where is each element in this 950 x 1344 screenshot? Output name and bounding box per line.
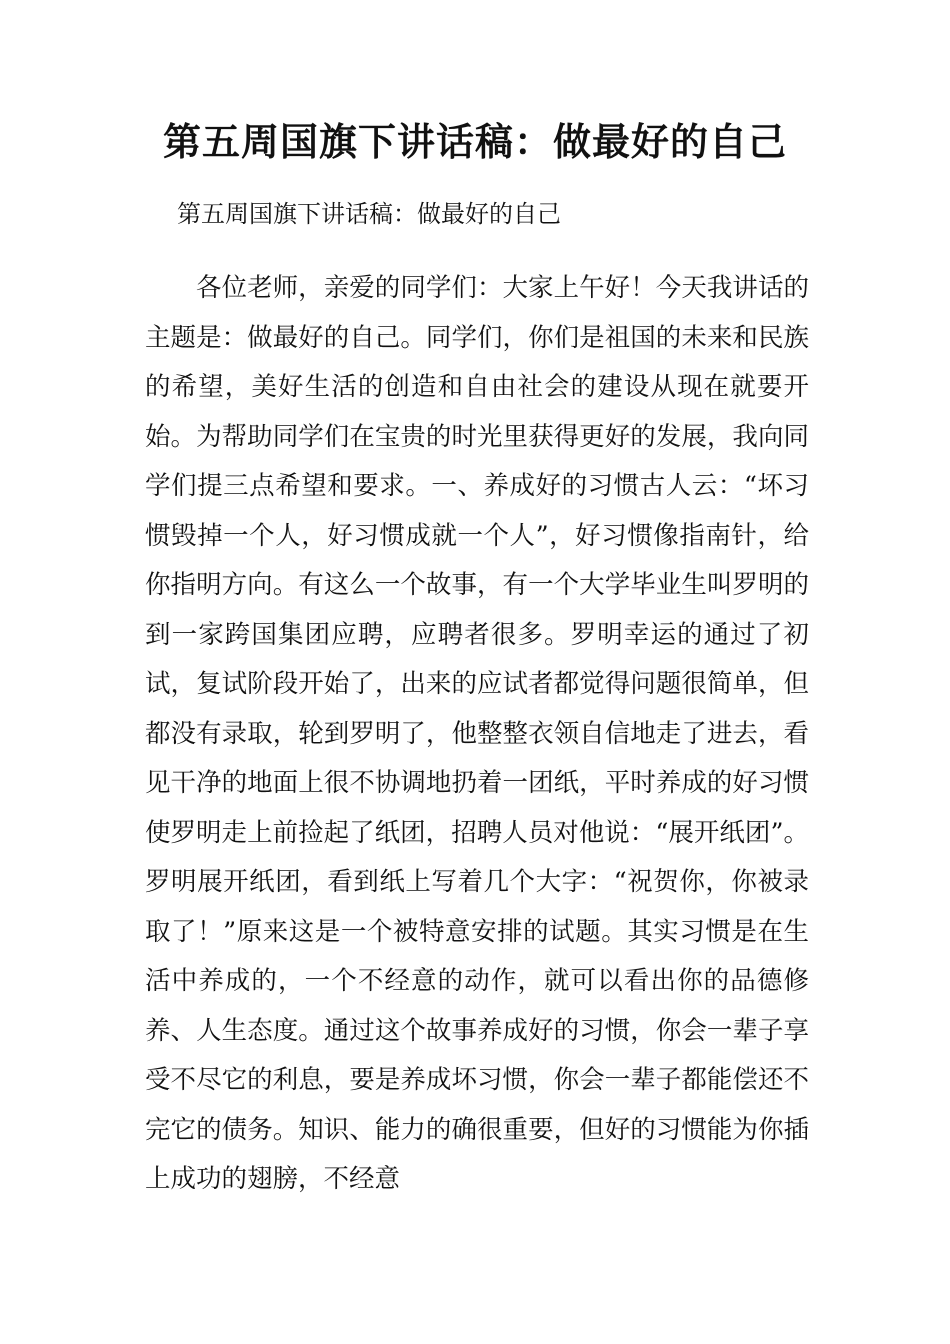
document-subtitle: 第五周国旗下讲话稿：做最好的自己	[177, 200, 561, 228]
document-title: 第五周国旗下讲话稿：做最好的自己	[162, 120, 787, 164]
document-body-paragraph: 各位老师，亲爱的同学们：大家上午好！今天我讲话的主题是：做最好的自己。同学们，你们是祖国的未来和民族的希望，美好生活的创造和自由社会的建设从现在就要开始。为帮助同学们在宝贵的时光里获得更好的发展，我向同学们提三点希望和要求。一、养成好的习惯古人云：“坏习惯毁掉一个人，好习惯成就一个人”，好习惯像指南针，给你指明方向。有这么一个故事，有一个大学毕业生叫罗明的到一家跨国集团应聘，应聘者很多。罗明幸运的通过了初试，复试阶段开始了，出来的应试者都觉得问题很简单，但都没有录取，轮到罗明了，他整整衣领自信地走了进去，看见干净的地面上很不协调地扔着一团纸，平时养成的好习惯使罗明走上前捡起了纸团，招聘人员对他说：“展开纸团”。罗明展开纸团，看到纸上写着几个大字：“祝贺你，你被录取了！”原来这是一个被特意安排的试题。其实习惯是在生活中养成的，一个不经意的动作，就可以看出你的品德修养、人生态度。通过这个故事养成好的习惯，你会一辈子享受不尽它的利息，要是养成坏习惯，你会一辈子都能偿还不完它的债务。知识、能力的确很重要，但好的习惯能为你插上成功的翅膀，不经意	[145, 273, 809, 1194]
